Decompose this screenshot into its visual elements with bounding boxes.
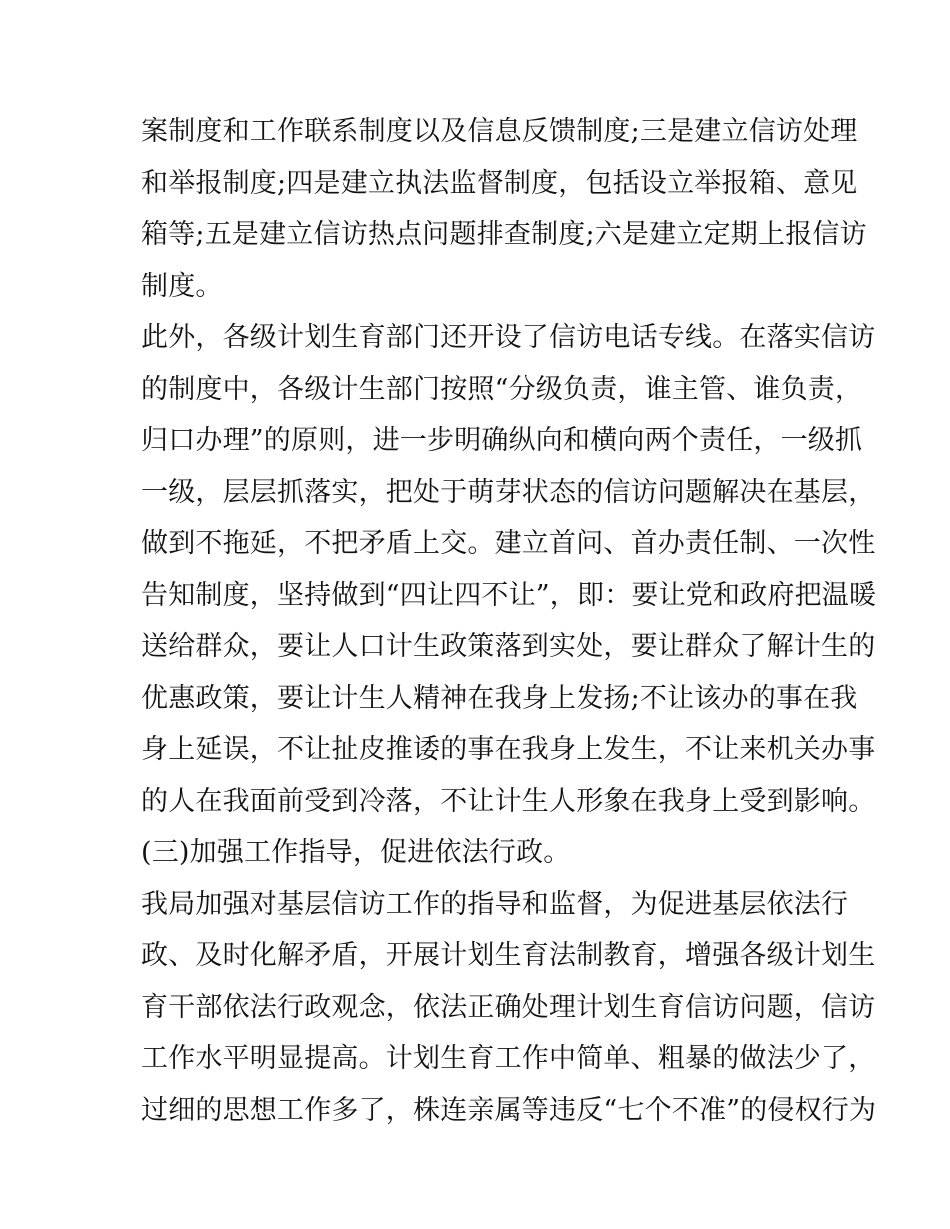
text-line: 一级，层层抓落实，把处于萌芽状态的信访问题解决在基层，: [141, 476, 876, 508]
text-line: 此外，各级计划生育部门还开设了信访电话专线。在落实信访: [141, 322, 876, 353]
text-line: 和举报制度;四是建立执法监督制度，包括设立举报箱、意见: [141, 167, 858, 199]
text-line: 我局加强对基层信访工作的指导和监督，为促进基层依法行: [141, 888, 849, 920]
text-line: 的制度中，各级计生部门按照“分级负责，谁主管、谁负责，: [141, 373, 863, 405]
text-line: 制度。: [141, 270, 223, 302]
text-line: 身上延误，不让扯皮推诿的事在我身上发生，不让来机关办事: [141, 734, 876, 765]
text-line: 工作水平明显提高。计划生育工作中简单、粗暴的做法少了，: [141, 1043, 876, 1074]
text-line: 政、及时化解矛盾，开展计划生育法制教育，增强各级计划生: [141, 940, 876, 971]
text-line: 育干部依法行政观念，依法正确处理计划生育信访问题，信访: [141, 991, 876, 1023]
text-line: 过细的思想工作多了，株连亲属等违反“七个不准”的侵权行为: [141, 1094, 877, 1126]
text-line: 案制度和工作联系制度以及信息反馈制度;三是建立信访处理: [141, 116, 858, 147]
text-line: 送给群众，要让人口计生政策落到实处，要让群众了解计生的: [141, 631, 876, 662]
section-heading: (三)加强工作指导，促进依法行政。: [141, 837, 571, 868]
text-line: 优惠政策，要让计生人精神在我身上发扬;不让该办的事在我: [141, 682, 858, 714]
text-line: 做到不拖延，不把矛盾上交。建立首问、首办责任制、一次性: [141, 528, 876, 559]
text-line: 归口办理”的原则，进一步明确纵向和横向两个责任，一级抓: [141, 425, 863, 456]
text-line: 的人在我面前受到冷落，不让计生人形象在我身上受到影响。: [141, 785, 876, 817]
text-line: 告知制度，坚持做到“四让四不让”，即：要让党和政府把温暖: [141, 579, 877, 611]
text-line: 箱等;五是建立信访热点问题排查制度;六是建立定期上报信访: [141, 219, 867, 250]
body-text: [141, 106, 877, 1136]
